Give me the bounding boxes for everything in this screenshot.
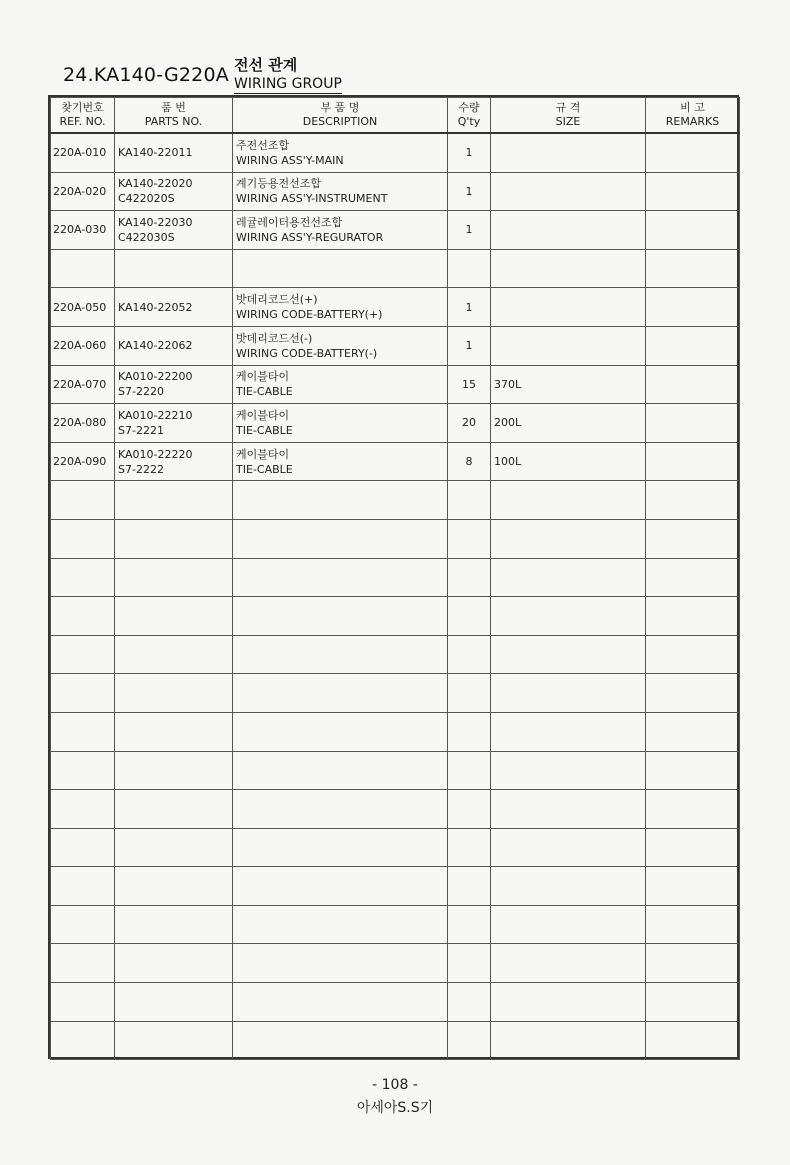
- remarks-cell: [646, 326, 740, 365]
- empty-table-row: [51, 519, 740, 558]
- description-korean: 주전선조합: [236, 138, 290, 152]
- size-cell: [491, 288, 646, 327]
- parts-no: KA140-22011: [118, 146, 193, 160]
- parts-no: S7-2222: [118, 462, 164, 476]
- table-row: [51, 133, 740, 172]
- table-header-row: [51, 98, 740, 134]
- description-english: TIE-CABLE: [236, 462, 293, 476]
- empty-cell: [491, 905, 646, 944]
- empty-cell: [233, 983, 448, 1022]
- empty-cell: [491, 983, 646, 1022]
- description-korean: 밧데리코드선(-): [236, 331, 313, 345]
- description-korean: 밧데리코드선(+): [236, 293, 318, 307]
- parts-table: [50, 97, 740, 1060]
- remarks-cell: [646, 404, 740, 443]
- size-cell: [491, 133, 646, 172]
- ref-no-cell: [51, 172, 115, 211]
- empty-cell: [491, 597, 646, 636]
- empty-cell: [51, 1021, 115, 1060]
- empty-cell: [448, 751, 491, 790]
- remarks-cell: [646, 249, 740, 288]
- description-english: WIRING ASS'Y-INSTRUMENT: [236, 192, 388, 206]
- empty-cell: [51, 597, 115, 636]
- empty-cell: [491, 481, 646, 520]
- description-cell: [233, 249, 448, 288]
- empty-table-row: [51, 983, 740, 1022]
- size-cell: [491, 172, 646, 211]
- empty-cell: [448, 828, 491, 867]
- empty-cell: [115, 481, 233, 520]
- ref-no: 220A-030: [53, 223, 107, 237]
- description-cell: [233, 211, 448, 250]
- empty-cell: [51, 519, 115, 558]
- parts-no-cell: [115, 288, 233, 327]
- empty-cell: [233, 519, 448, 558]
- parts-no-cell: [115, 442, 233, 481]
- size-cell: [491, 249, 646, 288]
- qty-cell: [448, 288, 491, 327]
- parts-no-cell: [115, 365, 233, 404]
- empty-cell: [646, 790, 740, 829]
- empty-table-row: [51, 905, 740, 944]
- col-ref-no: 찾기번호 REF. NO.: [51, 98, 115, 134]
- ref-no-cell: [51, 211, 115, 250]
- empty-cell: [233, 1021, 448, 1060]
- remarks-cell: [646, 172, 740, 211]
- parts-no: KA010-22200: [118, 370, 193, 384]
- empty-cell: [233, 905, 448, 944]
- empty-cell: [51, 635, 115, 674]
- size: 200L: [494, 416, 522, 430]
- qty: 1: [465, 300, 473, 314]
- empty-cell: [448, 712, 491, 751]
- empty-cell: [233, 558, 448, 597]
- empty-cell: [51, 674, 115, 713]
- empty-cell: [646, 867, 740, 906]
- size: 370L: [494, 377, 522, 391]
- empty-cell: [491, 519, 646, 558]
- empty-cell: [51, 751, 115, 790]
- empty-cell: [115, 558, 233, 597]
- ref-no-cell: [51, 442, 115, 481]
- empty-table-row: [51, 1021, 740, 1060]
- empty-table-row: [51, 751, 740, 790]
- empty-table-row: [51, 790, 740, 829]
- col-description: 부 품 명 DESCRIPTION: [233, 98, 448, 134]
- empty-cell: [491, 558, 646, 597]
- qty-cell: [448, 133, 491, 172]
- parts-no: KA010-22210: [118, 408, 193, 422]
- empty-cell: [448, 597, 491, 636]
- table-row: [51, 288, 740, 327]
- parts-no-cell: [115, 326, 233, 365]
- description-cell: [233, 442, 448, 481]
- col-size: 규 격 SIZE: [491, 98, 646, 134]
- empty-cell: [233, 712, 448, 751]
- empty-cell: [115, 635, 233, 674]
- empty-cell: [448, 519, 491, 558]
- qty: 8: [465, 455, 473, 469]
- company-name: 아세아S.S기: [356, 1100, 434, 1116]
- description-english: TIE-CABLE: [236, 385, 293, 399]
- empty-cell: [233, 751, 448, 790]
- empty-cell: [115, 905, 233, 944]
- description-english: WIRING ASS'Y-MAIN: [236, 153, 344, 167]
- ref-no: 220A-010: [53, 146, 107, 160]
- empty-cell: [233, 790, 448, 829]
- size-cell: [491, 326, 646, 365]
- table-row: [51, 172, 740, 211]
- empty-cell: [646, 558, 740, 597]
- ref-no-cell: [51, 326, 115, 365]
- size-cell: [491, 365, 646, 404]
- description-cell: [233, 365, 448, 404]
- table-row: [51, 365, 740, 404]
- empty-cell: [115, 1021, 233, 1060]
- description-cell: [233, 404, 448, 443]
- group-title-korean: 전선 관계: [234, 56, 298, 74]
- ref-no-cell: [51, 249, 115, 288]
- empty-table-row: [51, 558, 740, 597]
- empty-cell: [448, 635, 491, 674]
- empty-cell: [233, 867, 448, 906]
- empty-cell: [51, 983, 115, 1022]
- empty-cell: [448, 481, 491, 520]
- remarks-cell: [646, 133, 740, 172]
- empty-cell: [51, 944, 115, 983]
- empty-cell: [51, 867, 115, 906]
- description-korean: 케이블타이: [236, 447, 290, 461]
- ref-no-cell: [51, 133, 115, 172]
- empty-cell: [646, 597, 740, 636]
- empty-cell: [646, 751, 740, 790]
- empty-cell: [115, 519, 233, 558]
- group-title-english: WIRING GROUP: [234, 76, 342, 92]
- empty-cell: [491, 635, 646, 674]
- qty-cell: [448, 211, 491, 250]
- group-code: 24.KA140-G220A: [63, 64, 229, 86]
- empty-cell: [448, 558, 491, 597]
- empty-table-row: [51, 597, 740, 636]
- ref-no: 220A-080: [53, 416, 107, 430]
- description-english: WIRING CODE-BATTERY(+): [236, 308, 383, 322]
- qty-cell: [448, 404, 491, 443]
- empty-table-row: [51, 481, 740, 520]
- parts-no: S7-2220: [118, 385, 164, 399]
- qty-cell: [448, 249, 491, 288]
- remarks-cell: [646, 442, 740, 481]
- empty-cell: [51, 481, 115, 520]
- parts-no: C422020S: [118, 192, 175, 206]
- description-korean: 케이블타이: [236, 370, 290, 384]
- description-cell: [233, 288, 448, 327]
- empty-cell: [491, 790, 646, 829]
- col-parts-no: 품 번 PARTS NO.: [115, 98, 233, 134]
- empty-cell: [51, 712, 115, 751]
- empty-cell: [51, 828, 115, 867]
- ref-no: 220A-050: [53, 300, 107, 314]
- table-row: [51, 442, 740, 481]
- empty-cell: [51, 905, 115, 944]
- description-korean: 계기등용전선조합: [236, 177, 322, 191]
- table-row: [51, 326, 740, 365]
- qty: 1: [465, 223, 473, 237]
- empty-table-row: [51, 635, 740, 674]
- table-row: [51, 404, 740, 443]
- empty-cell: [646, 519, 740, 558]
- size-cell: [491, 404, 646, 443]
- empty-cell: [115, 674, 233, 713]
- empty-cell: [51, 558, 115, 597]
- parts-no-cell: [115, 404, 233, 443]
- empty-cell: [491, 944, 646, 983]
- empty-cell: [448, 1021, 491, 1060]
- size: 100L: [494, 455, 522, 469]
- description-english: WIRING ASS'Y-REGURATOR: [236, 230, 384, 244]
- col-qty: 수량 Q'ty: [448, 98, 491, 134]
- parts-no: KA140-22030: [118, 215, 193, 229]
- table-row: [51, 249, 740, 288]
- empty-table-row: [51, 944, 740, 983]
- size-cell: [491, 211, 646, 250]
- ref-no: 220A-070: [53, 377, 107, 391]
- empty-cell: [646, 674, 740, 713]
- table-row: [51, 211, 740, 250]
- empty-cell: [115, 712, 233, 751]
- qty-cell: [448, 172, 491, 211]
- ref-no-cell: [51, 288, 115, 327]
- empty-cell: [646, 635, 740, 674]
- empty-cell: [233, 674, 448, 713]
- parts-list-sheet: [48, 95, 739, 1059]
- empty-cell: [646, 983, 740, 1022]
- col-remarks: 비 고 REMARKS: [646, 98, 740, 134]
- empty-cell: [448, 944, 491, 983]
- size-cell: [491, 442, 646, 481]
- parts-no: KA140-22052: [118, 300, 193, 314]
- parts-no: C422030S: [118, 230, 175, 244]
- qty: 1: [465, 184, 473, 198]
- empty-cell: [448, 905, 491, 944]
- empty-cell: [233, 597, 448, 636]
- empty-cell: [51, 790, 115, 829]
- empty-cell: [448, 790, 491, 829]
- qty-cell: [448, 442, 491, 481]
- qty: 20: [462, 416, 476, 430]
- ref-no: 220A-020: [53, 184, 107, 198]
- empty-cell: [115, 597, 233, 636]
- empty-cell: [448, 983, 491, 1022]
- parts-no-cell: [115, 133, 233, 172]
- empty-table-row: [51, 867, 740, 906]
- empty-cell: [646, 712, 740, 751]
- parts-no: KA010-22220: [118, 447, 193, 461]
- remarks-cell: [646, 365, 740, 404]
- empty-cell: [115, 867, 233, 906]
- empty-table-row: [51, 828, 740, 867]
- empty-cell: [115, 983, 233, 1022]
- empty-cell: [233, 481, 448, 520]
- empty-cell: [233, 944, 448, 983]
- ref-no-cell: [51, 365, 115, 404]
- empty-cell: [646, 1021, 740, 1060]
- qty: 1: [465, 146, 473, 160]
- empty-cell: [115, 790, 233, 829]
- page-number: - 108 -: [372, 1077, 418, 1093]
- empty-cell: [491, 712, 646, 751]
- empty-cell: [646, 944, 740, 983]
- ref-no: 220A-060: [53, 339, 107, 353]
- ref-no-cell: [51, 404, 115, 443]
- empty-cell: [646, 828, 740, 867]
- empty-table-row: [51, 712, 740, 751]
- remarks-cell: [646, 288, 740, 327]
- parts-no: KA140-22020: [118, 177, 193, 191]
- empty-cell: [233, 635, 448, 674]
- empty-cell: [491, 1021, 646, 1060]
- qty-cell: [448, 365, 491, 404]
- empty-cell: [115, 944, 233, 983]
- empty-cell: [646, 905, 740, 944]
- parts-no-cell: [115, 249, 233, 288]
- empty-cell: [491, 674, 646, 713]
- empty-cell: [233, 828, 448, 867]
- empty-cell: [115, 751, 233, 790]
- parts-no: S7-2221: [118, 423, 164, 437]
- parts-no-cell: [115, 211, 233, 250]
- description-english: TIE-CABLE: [236, 423, 293, 437]
- empty-cell: [448, 674, 491, 713]
- ref-no: 220A-090: [53, 455, 107, 469]
- empty-cell: [491, 867, 646, 906]
- empty-table-row: [51, 674, 740, 713]
- empty-cell: [115, 828, 233, 867]
- remarks-cell: [646, 211, 740, 250]
- empty-cell: [646, 481, 740, 520]
- description-korean: 레귤레이터용전선조합: [236, 215, 343, 229]
- parts-no-cell: [115, 172, 233, 211]
- parts-no: KA140-22062: [118, 339, 193, 353]
- qty: 15: [462, 377, 476, 391]
- description-korean: 케이블타이: [236, 408, 290, 422]
- qty-cell: [448, 326, 491, 365]
- empty-cell: [448, 867, 491, 906]
- description-cell: [233, 133, 448, 172]
- description-english: WIRING CODE-BATTERY(-): [236, 346, 378, 360]
- description-cell: [233, 326, 448, 365]
- empty-cell: [491, 828, 646, 867]
- description-cell: [233, 172, 448, 211]
- qty: 1: [465, 339, 473, 353]
- empty-cell: [491, 751, 646, 790]
